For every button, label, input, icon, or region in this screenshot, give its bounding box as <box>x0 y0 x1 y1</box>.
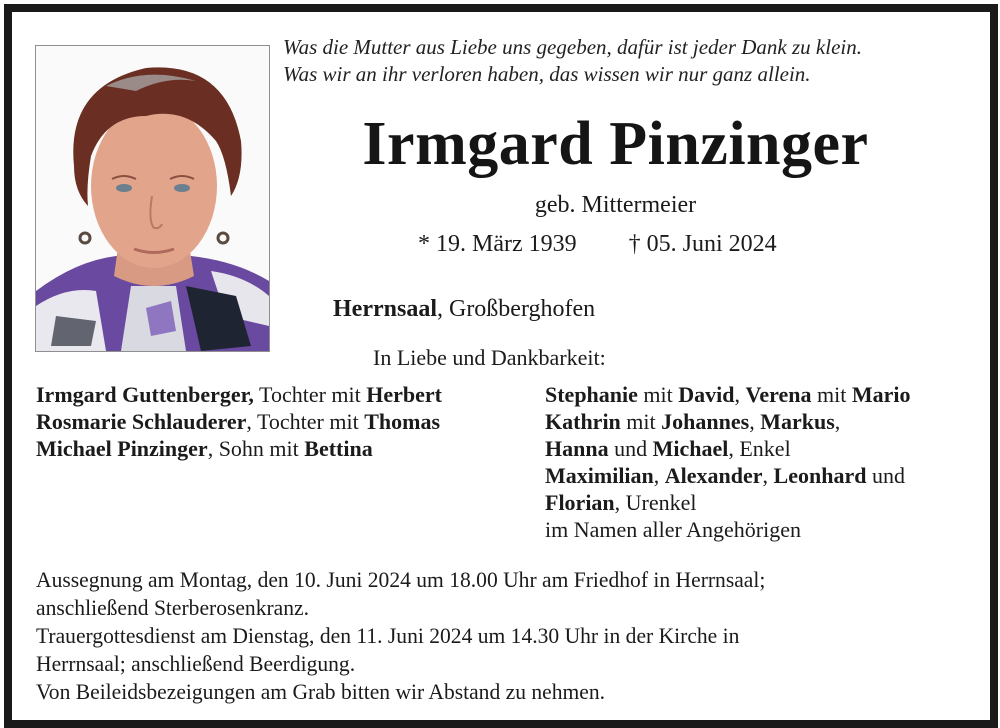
service-details <box>36 566 765 706</box>
verse-line-1: Was die Mutter aus Liebe uns gegeben, dafür ist jeder Dank zu klein. <box>283 35 862 59</box>
mourner-relation: Tochter mit <box>253 382 367 407</box>
mourners-left-column <box>36 381 442 462</box>
mourner-line <box>545 435 911 462</box>
mourner-relation: und <box>866 463 905 488</box>
mourner-name: Florian <box>545 490 615 515</box>
mourner-name: Bettina <box>304 436 373 461</box>
mourner-name: Michael <box>652 436 729 461</box>
details-line: Von Beileidsbezeigungen am Grab bitten wir Abstand zu nehmen. <box>36 679 606 704</box>
mourner-relation: im Namen aller Angehörigen <box>545 517 801 542</box>
mourner-relation: mit <box>637 382 679 407</box>
mourner-line <box>545 408 911 435</box>
mourner-name: Maximilian <box>545 463 654 488</box>
mourner-name: Kathrin <box>545 409 621 434</box>
mourner-relation: mit <box>620 409 662 434</box>
memorial-verse <box>283 34 862 88</box>
life-dates <box>418 229 777 259</box>
mourner-line <box>545 489 911 516</box>
residence-district: , Großberghofen <box>436 296 596 322</box>
mourner-relation: mit <box>811 382 852 407</box>
residence-town: Herrnsaal <box>333 296 437 322</box>
mourner-name: Irmgard Guttenberger, <box>36 382 254 407</box>
mourner-name: Markus <box>760 409 835 434</box>
mourner-relation: , <box>762 463 774 488</box>
details-line: Herrnsaal; anschließend Beerdigung. <box>36 651 356 676</box>
portrait-photo <box>35 45 270 352</box>
mourner-relation: , Enkel <box>728 436 791 461</box>
mourner-name: Leonhard <box>773 463 867 488</box>
mourner-name: Verena <box>745 382 812 407</box>
birth-date: * 19. März 1939 <box>418 231 577 257</box>
mourner-line <box>36 435 442 462</box>
mourner-name: Mario <box>851 382 911 407</box>
mourner-name: David <box>678 382 735 407</box>
details-line: Aussegnung am Montag, den 10. Juni 2024 um 18.00 Uhr am Friedhof in Herrnsaal; <box>36 567 766 592</box>
mourner-line <box>545 516 911 543</box>
details-line: Trauergottesdienst am Dienstag, den 11. Juni 2024 um 14.30 Uhr in der Kirche in <box>36 623 740 648</box>
portrait-photo-icon <box>36 46 269 351</box>
mourner-line <box>545 381 911 408</box>
mourner-name: Stephanie <box>545 382 638 407</box>
residence <box>333 294 595 324</box>
mourner-line <box>36 381 442 408</box>
mourner-name: Michael Pinzinger <box>36 436 208 461</box>
mourner-relation: und <box>608 436 653 461</box>
verse-line-2: Was wir an ihr verloren haben, das wissen wir nur ganz allein. <box>283 62 811 86</box>
mourner-name: Hanna <box>545 436 609 461</box>
mourner-relation: , <box>749 409 761 434</box>
maiden-name: geb. Mittermeier <box>534 192 697 218</box>
mourner-name: Alexander <box>664 463 763 488</box>
mourner-relation: , <box>734 382 746 407</box>
gratitude-line: In Liebe und Dankbarkeit: <box>373 345 606 370</box>
mourner-relation: , <box>653 463 665 488</box>
details-line: anschließend Sterberosenkranz. <box>36 595 309 620</box>
mourner-name: Johannes <box>661 409 750 434</box>
death-date: † 05. Juni 2024 <box>628 231 777 257</box>
mourner-name: Rosmarie Schlauderer <box>36 409 247 434</box>
mourner-name: Thomas <box>364 409 441 434</box>
mourner-relation: , <box>834 409 841 434</box>
mourner-line <box>36 408 442 435</box>
mourner-relation: , Urenkel <box>614 490 697 515</box>
deceased-name: Irmgard Pinzinger <box>362 110 869 178</box>
mourner-relation: , Sohn mit <box>207 436 305 461</box>
mourner-relation: , Tochter mit <box>246 409 365 434</box>
mourner-name: Herbert <box>366 382 442 407</box>
mourners-right-column <box>545 381 911 543</box>
mourner-line <box>545 462 911 489</box>
